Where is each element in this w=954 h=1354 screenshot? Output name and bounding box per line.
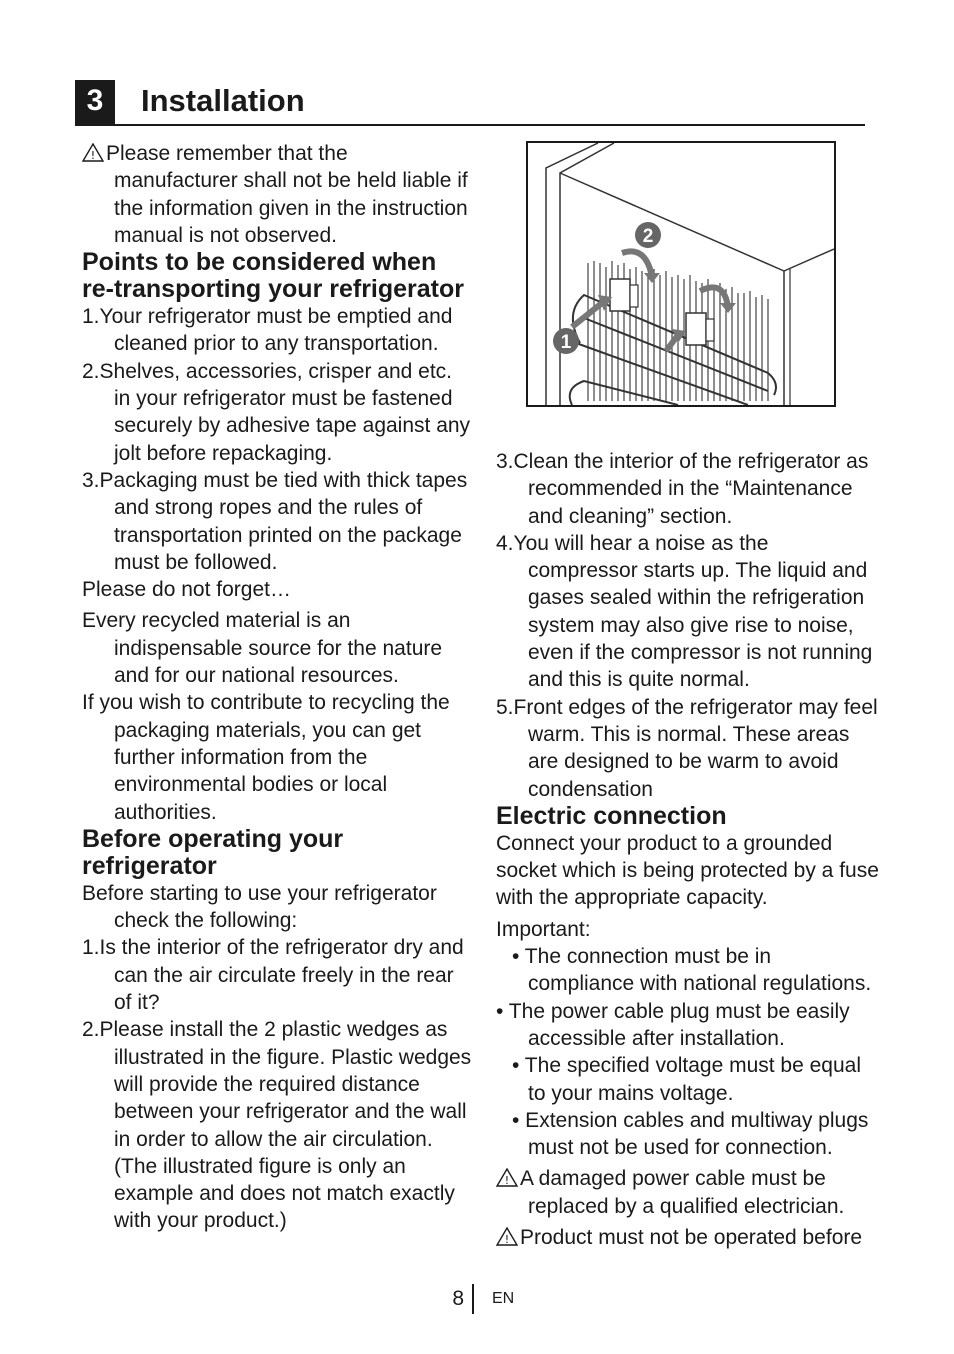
- electric-connection-heading: Electric connection: [496, 801, 727, 830]
- warning-intro: [82, 140, 472, 249]
- electric-intro: Connect your product to a grounded socket which is being protected by a fuse with the appropriate capacity.: [496, 831, 879, 910]
- recycle-paragraph: If you wish to contribute to recycling the packaging materials, you can get further information from the environmental bodies or local authorities.: [82, 691, 450, 824]
- warning-cable: [496, 1165, 881, 1220]
- before-intro: Before starting to use your refrigerator check the following:: [82, 881, 437, 933]
- svg-text:!: !: [90, 149, 96, 162]
- figure-illustration: [528, 143, 834, 405]
- footer-divider: [472, 1284, 474, 1314]
- before-item: 5.Front edges of the refrigerator may feel warm. This is normal. These areas are designed to be warm to avoid condensation: [496, 695, 878, 801]
- important-label: Important:: [496, 917, 591, 941]
- before-item: 2.Please install the 2 plastic wedges as illustrated in the figure. Plastic wedges will provide the required distance between your refrigerator and the wall in order to allow the air circulation. (The illustrated figure is only an example and does not match exactly with your product.): [82, 1018, 472, 1233]
- please-do-not-forget: Please do not forget…: [82, 578, 291, 602]
- before-item: 4.You will hear a noise as the compressor starts up. The liquid and gases sealed within the refrigeration system may also give rise to noise, even if the compressor is not running and this is quite normal.: [496, 531, 873, 692]
- retransport-heading: Points to be considered when re-transporting your refrigerator: [82, 248, 465, 304]
- bullet-item: • The connection must be in compliance with national regulations.: [512, 945, 872, 996]
- warning-operate-text: Product must not be operated before: [520, 1226, 863, 1250]
- chapter-title: Installation: [141, 83, 305, 118]
- step-1-label: 1: [560, 332, 572, 353]
- bullet-item: • The specified voltage must be equal to your mains voltage.: [512, 1054, 862, 1105]
- page-number: 8: [452, 1287, 464, 1310]
- warning-intro-text: Please remember that the manufacturer shall not be held liable if the information given in the instruction manual is not observed.: [106, 142, 468, 247]
- before-item: 1.Is the interior of the refrigerator dry and can the air circulate freely in the rear of it?: [82, 936, 464, 1015]
- left-column: [82, 140, 472, 1235]
- warning-cable-text: A damaged power cable must be replaced by a qualified electrician.: [520, 1167, 845, 1218]
- wedge-installation-figure: [526, 141, 836, 407]
- retransport-item: 1.Your refrigerator must be emptied and cleaned prior to any transportation.: [82, 305, 453, 356]
- right-column: [496, 448, 881, 1251]
- retransport-item: 2.Shelves, accessories, crisper and etc. in your refrigerator must be fastened securely by adhesive tape against any jolt before repackaging.: [82, 359, 471, 465]
- svg-text:!: !: [504, 1174, 510, 1188]
- language-code: EN: [492, 1290, 515, 1307]
- bullet-item: • Extension cables and multiway plugs must not be used for connection.: [512, 1108, 869, 1160]
- step-2-label: 2: [642, 226, 654, 247]
- svg-text:!: !: [504, 1233, 510, 1247]
- page-footer: [0, 1284, 954, 1314]
- chapter-header: [75, 80, 865, 126]
- bullet-item: • The power cable plug must be easily accessible after installation.: [496, 999, 850, 1050]
- recycle-paragraph: Every recycled material is an indispensable source for the nature and for our national resources.: [82, 609, 443, 688]
- warning-icon: [496, 1168, 518, 1187]
- warning-icon: [496, 1227, 518, 1246]
- chapter-number: 3: [75, 80, 115, 124]
- warning-icon: [82, 143, 104, 162]
- before-operating-heading: Before operating your refrigerator: [82, 824, 344, 880]
- before-item: 3.Clean the interior of the refrigerator as recommended in the “Maintenance and cleaning” section.: [496, 450, 869, 528]
- warning-operate: [496, 1224, 881, 1251]
- retransport-item: 3.Packaging must be tied with thick tapes and strong ropes and the rules of transportation printed on the package must be followed.: [82, 468, 468, 574]
